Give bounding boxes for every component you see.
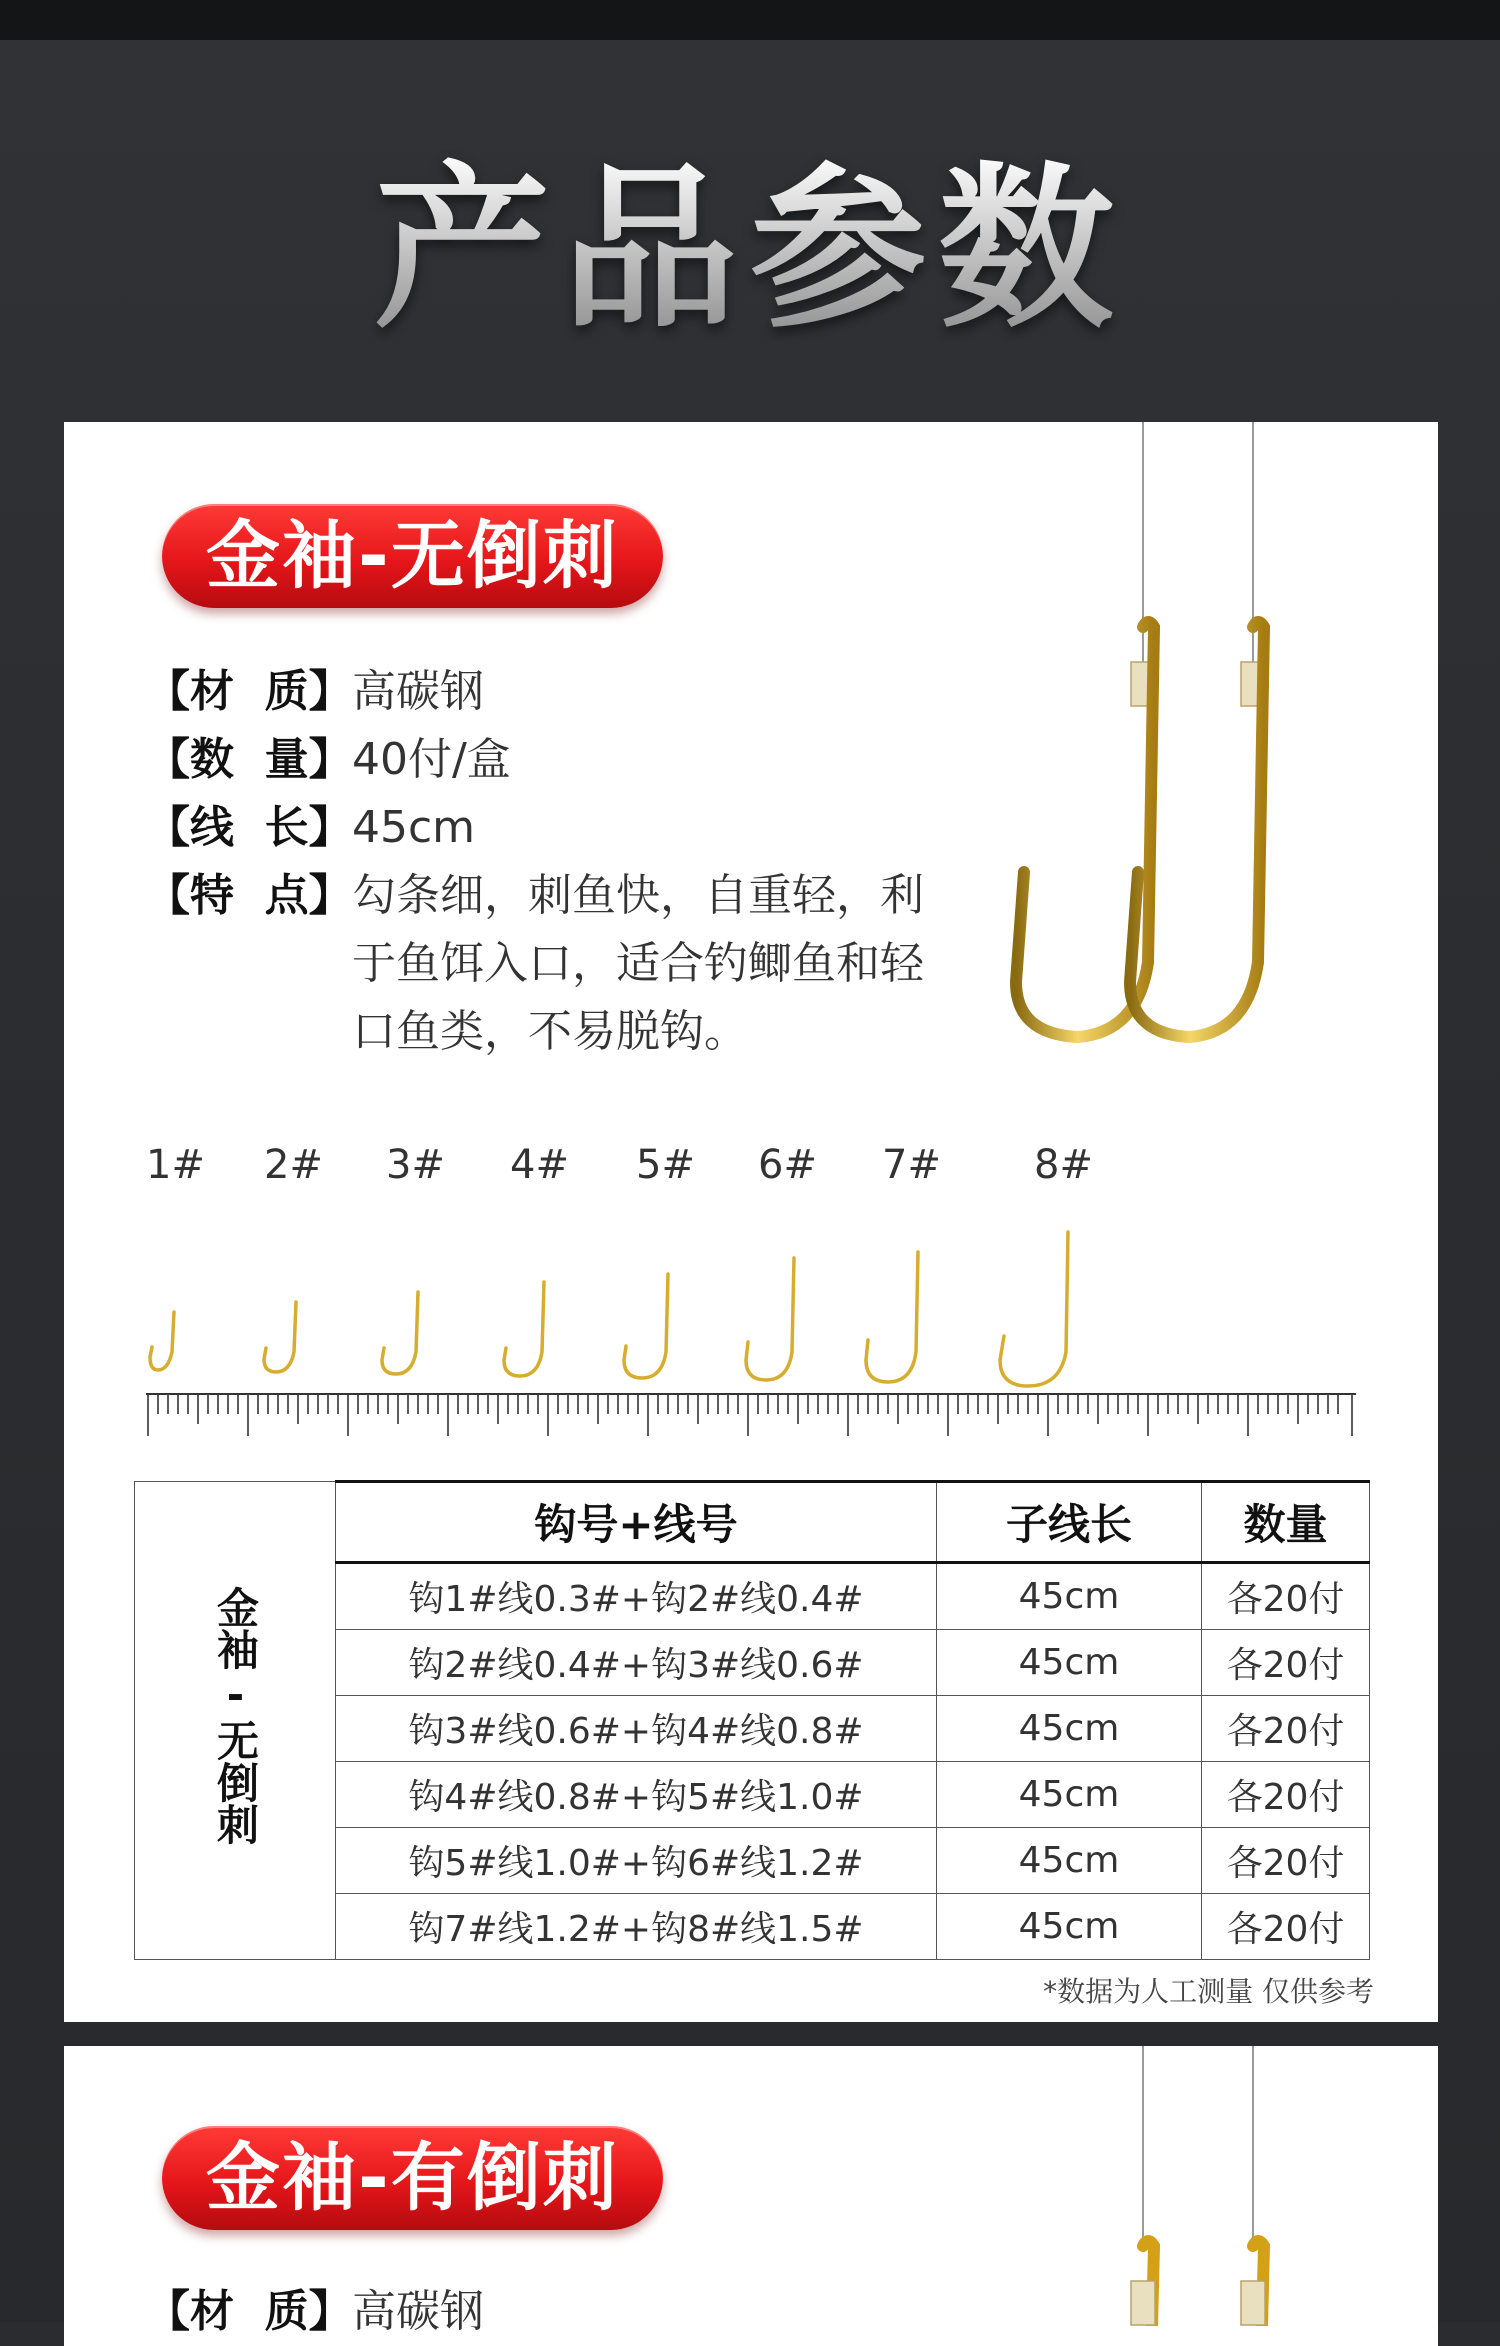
- spec-label: 【特 点】: [146, 870, 353, 921]
- size-label: 6#: [758, 1142, 817, 1188]
- spec-value: 勾条细，刺鱼快，自重轻，利于鱼饵入口，适合钓鲫鱼和轻口鱼类，不易脱钩。: [352, 870, 924, 1057]
- size-label: 4#: [510, 1142, 569, 1188]
- spec-value: 40付/盒: [352, 734, 511, 785]
- table-header: 钩号+线号: [336, 1482, 937, 1563]
- spec-row-material: [146, 2278, 932, 2346]
- table-cell: 钩4#线0.8#+钩5#线1.0#: [336, 1762, 937, 1828]
- size-label: 5#: [636, 1142, 695, 1188]
- measurement-note: *数据为人工测量 仅供参考: [1043, 1975, 1374, 2008]
- product-title-badge: 金袖-有倒刺: [162, 2126, 663, 2230]
- table-cell: 各20付: [1202, 1696, 1370, 1762]
- table-cell: 钩7#线1.2#+钩8#线1.5#: [336, 1894, 937, 1960]
- spec-table: [134, 1480, 1370, 1960]
- page-title: 产品参数: [0, 150, 1500, 350]
- spec-label: 【材 质】: [146, 666, 353, 717]
- spec-label: 【材 质】: [146, 2286, 353, 2337]
- table-cell: 钩2#线0.4#+钩3#线0.6#: [336, 1630, 937, 1696]
- spec-value: 高碳钢: [352, 666, 484, 717]
- table-cell: 各20付: [1202, 1630, 1370, 1696]
- table-cell: 钩3#线0.6#+钩4#线0.8#: [336, 1696, 937, 1762]
- spec-row-material: [146, 658, 932, 726]
- spec-value: 45cm: [352, 802, 476, 853]
- product-card-barbless: [64, 422, 1438, 2022]
- table-cell: 45cm: [937, 1894, 1202, 1960]
- gold-hooks-illustration: [998, 2046, 1358, 2326]
- side-label-text: 金袖-无倒刺: [211, 1585, 260, 1845]
- hook-sizes-illustration: [146, 1202, 1396, 1392]
- table-cell: 钩1#线0.3#+钩2#线0.4#: [336, 1563, 937, 1630]
- table-cell: 钩5#线1.0#+钩6#线1.2#: [336, 1828, 937, 1894]
- spec-list: [146, 2278, 932, 2346]
- table-cell: 45cm: [937, 1630, 1202, 1696]
- table-cell: 各20付: [1202, 1894, 1370, 1960]
- table-cell: 45cm: [937, 1762, 1202, 1828]
- table-header: 数量: [1202, 1482, 1370, 1563]
- product-title-badge: 金袖-无倒刺: [162, 504, 663, 608]
- table-cell: 各20付: [1202, 1828, 1370, 1894]
- top-bar: [0, 0, 1500, 40]
- size-label: 3#: [386, 1142, 445, 1188]
- gold-hooks-illustration: [998, 422, 1358, 1062]
- spec-row-quantity: [146, 726, 932, 794]
- table-cell: 45cm: [937, 1828, 1202, 1894]
- spec-row-features: [146, 862, 932, 1066]
- hook-size-row: [146, 1142, 1396, 1342]
- spec-label: 【线 长】: [146, 802, 353, 853]
- table-cell: 各20付: [1202, 1563, 1370, 1630]
- spec-value: 高碳钢: [352, 2286, 484, 2337]
- table-cell: 各20付: [1202, 1762, 1370, 1828]
- size-label: 2#: [264, 1142, 323, 1188]
- table-cell: 45cm: [937, 1563, 1202, 1630]
- table-header-row: [135, 1482, 1370, 1563]
- spec-list: [146, 658, 932, 1066]
- product-card-barbed: [64, 2046, 1438, 2346]
- measuring-ruler: [146, 1390, 1356, 1442]
- spec-row-line-length: [146, 794, 932, 862]
- size-label: 8#: [1034, 1142, 1093, 1188]
- size-label: 1#: [146, 1142, 205, 1188]
- size-label: 7#: [882, 1142, 941, 1188]
- table-header: 子线长: [937, 1482, 1202, 1563]
- spec-label: 【数 量】: [146, 734, 353, 785]
- table-cell: 45cm: [937, 1696, 1202, 1762]
- table-side-label: [135, 1482, 336, 1960]
